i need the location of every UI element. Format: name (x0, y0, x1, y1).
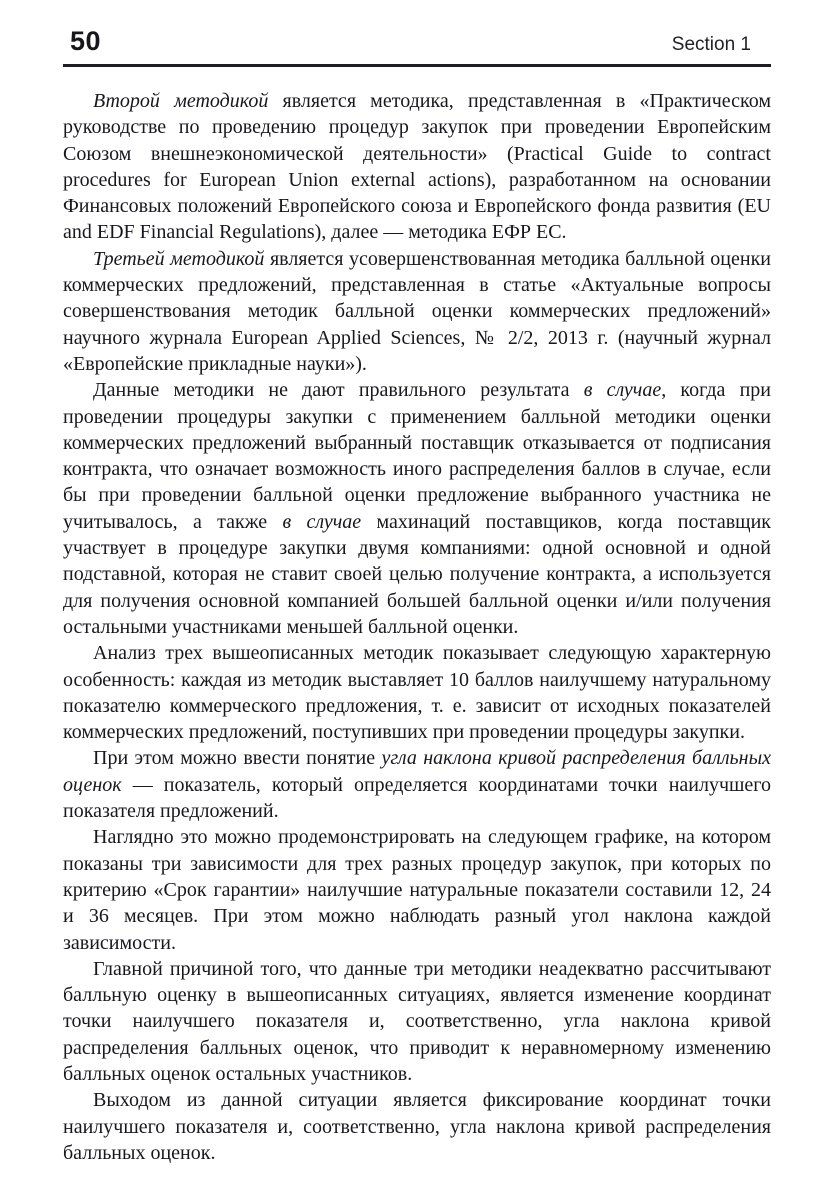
text-run: Наглядно это можно продемонстрировать на следующем графике, на котором показаны три зависимости для трех разных процедур закупок, при которых по критерию «Срок гарантии» наилучшие натуральные показатели составили 12, 24 и 36 месяцев. При этом можно наблюдать разный угол наклона каждой зависимости. (63, 826, 771, 954)
text-run: является методика, представленная в «Практическом руководстве по проведению процедур закупок при проведении Европейским Союзом внешнеэкономической деятельности» (Practical Guide to contract procedures for European Union external actions), разработанном на основании Финансовых положений Европейского союза и Европейского фонда развития (EU and EDF Financial Regulations), далее — методика ЕФР ЕС. (63, 90, 771, 244)
section-label: Section 1 (671, 34, 751, 55)
paragraph (63, 824, 771, 955)
paragraph (63, 377, 771, 640)
paragraph (63, 745, 771, 824)
paragraph (63, 1087, 771, 1166)
text-run: Данные методики не дают правильного результата (93, 379, 584, 402)
page-header (63, 0, 771, 67)
text-run: , когда при проведении процедуры закупки с применением балльной методики оценки коммерческих предложений выбранный поставщик отказывается от подписания контракта, что означает возможность иного распределения баллов в случае, если бы при проведении балльной оценки предложение выбранного участника не учитывалось, а также (63, 379, 771, 533)
page-body (63, 88, 771, 1166)
emphasis-text: угла наклона кривой распределения балльных оценок (63, 747, 771, 796)
text-run: При этом можно ввести понятие (93, 747, 382, 770)
text-run: Анализ трех вышеописанных методик показывает следующую характерную особенность: каждая из методик выставляет 10 баллов наилучшему натуральному показателю коммерческого предложения, т. е. зависит от исходных показателей коммерческих предложений, поступивших при проведении процедуры закупки. (63, 642, 771, 744)
emphasis-text: в случае (282, 510, 362, 533)
paragraph (63, 88, 771, 246)
text-run: — показатель, который определяется координатами точки наилучшего показателя предложений. (63, 773, 771, 823)
text-run: является усовершенствованная методика балльной оценки коммерческих предложений, представленная в статье «Актуальные вопросы совершенствования методик балльной оценки коммерческих предложений» научного журнала European Applied Sciences, № 2/2, 2013 г. (научный журнал «Европейские прикладные науки»). (63, 247, 771, 375)
paragraph (63, 246, 771, 377)
text-run: Главной причиной того, что данные три методики неадекватно рассчитывают балльную оценку в вышеописанных ситуациях, является изменение координат точки наилучшего показателя и, соответственно, угла наклона кривой распределения балльных оценок, что приводит к неравномерному изменению балльных оценок остальных участников. (63, 957, 771, 1085)
text-run: Выходом из данной ситуации является фиксирование координат точки наилучшего показателя и, соответственно, угла наклона кривой распределения балльных оценок. (63, 1089, 771, 1164)
emphasis-text: Второй методикой (93, 90, 269, 112)
paragraph (63, 956, 771, 1087)
page-number: 50 (70, 26, 102, 56)
emphasis-text: Третьей методикой (93, 247, 265, 270)
paragraph (63, 640, 771, 745)
emphasis-text: в случае (583, 379, 662, 402)
text-run: махинаций поставщиков, когда поставщик участвует в процедуре закупки двумя компаниями: одной основной и одной подставной, которая не ставит своей целью получение контракта, а используется для получения основной компанией большей балльной оценки и/или получения остальными участниками меньшей балльной оценки. (63, 510, 771, 638)
